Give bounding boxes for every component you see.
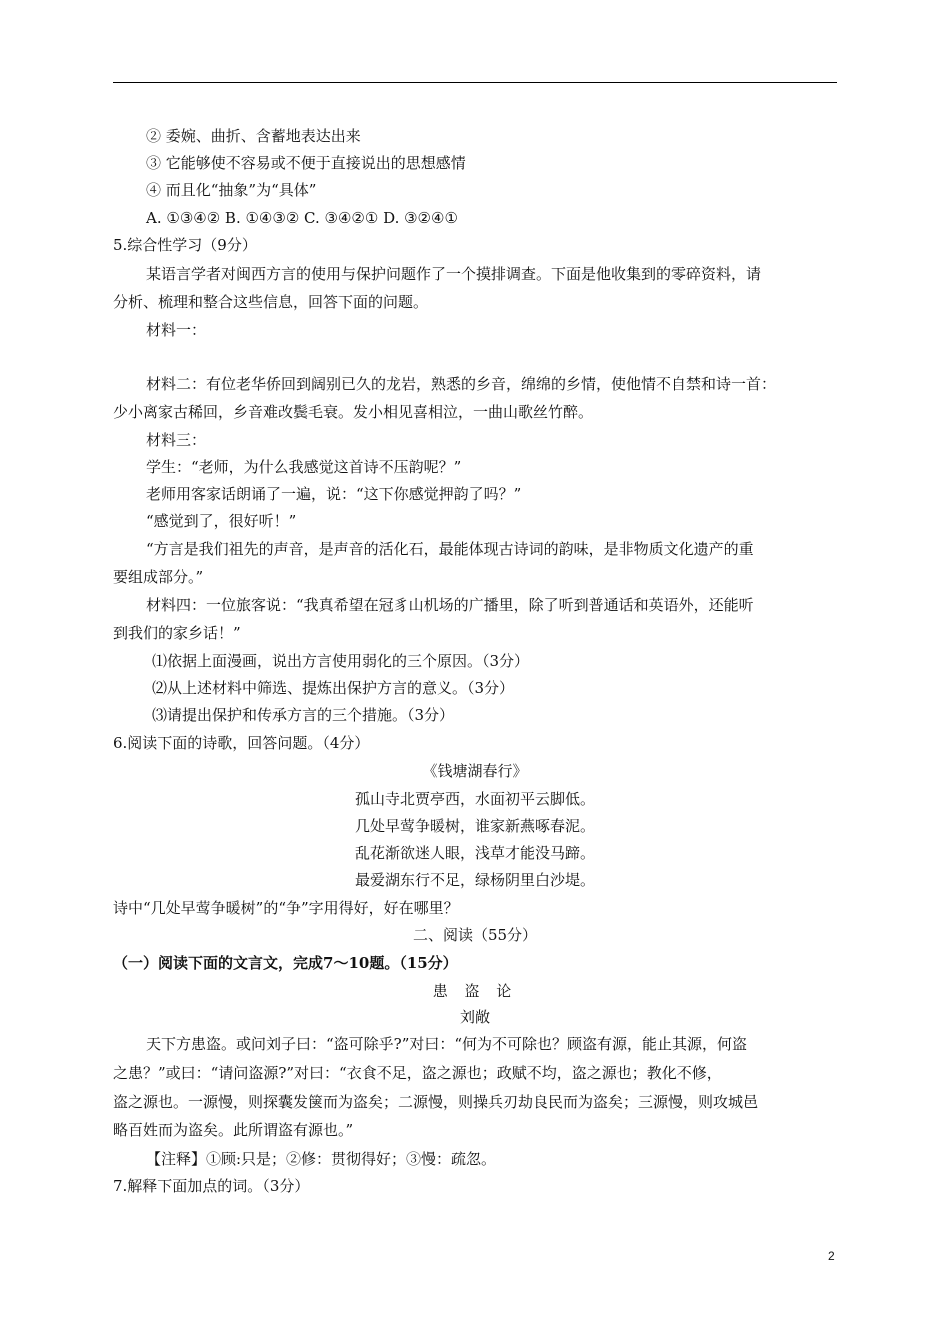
poem-line: 几处早莺争暖树，谁家新燕啄春泥。: [354, 817, 595, 835]
q5-subquestion: ⑴依据上面漫画，说出方言使用弱化的三个原因。（3分）: [152, 652, 530, 670]
passage-line: 之患？”或曰：“请问盗源?”对曰：“衣食不足，盗之源也；政赋不均，盗之源也；教化不修，: [113, 1064, 722, 1082]
q6-title: 6.阅读下面的诗歌，回答问题。（4分）: [113, 734, 370, 752]
header-rule: [113, 82, 837, 83]
material-3-line: 老师用客家话朗诵了一遍，说：“这下你感觉押韵了吗？”: [146, 485, 522, 503]
material-4-line: 到我们的家乡话！”: [113, 624, 241, 642]
q5-title: 5.综合性学习（9分）: [113, 236, 257, 254]
option-line: ② 委婉、曲折、含蓄地表达出来: [146, 127, 361, 145]
material-1-label: 材料一：: [146, 321, 207, 339]
option-line: ③ 它能够使不容易或不便于直接说出的思想感情: [146, 154, 466, 172]
material-3-line: “方言是我们祖先的声音，是声音的活化石，最能体现古诗词的韵味，是非物质文化遗产的重: [146, 540, 754, 558]
material-2-line: 少小离家古稀回，乡音难改鬓毛衰。发小相见喜相泣，一曲山歌丝竹醉。: [113, 403, 594, 421]
poem-line: 孤山寺北贾亭西，水面初平云脚低。: [354, 790, 595, 808]
passage-line: 盗之源也。一源慢，则探囊发箧而为盗矣；二源慢，则操兵刃劫良民而为盗矣；三源慢，则攻城邑: [113, 1093, 759, 1111]
poem-line: 乱花渐欲迷人眼，浅草才能没马蹄。: [354, 844, 595, 862]
page-number: 2: [828, 1249, 835, 1263]
section-title: 二、阅读（55分）: [412, 926, 538, 944]
material-2-line: 材料二：有位老华侨回到阔别已久的龙岩，熟悉的乡音，绵绵的乡情，使他情不自禁和诗一首：: [146, 375, 777, 393]
q5-subquestion: ⑵从上述材料中筛选、提炼出保护方言的意义。（3分）: [152, 679, 515, 697]
q7-title: 7.解释下面加点的词。（3分）: [113, 1177, 310, 1195]
material-3-line: 学生：“老师，为什么我感觉这首诗不压韵呢？”: [146, 458, 462, 476]
q5-intro-line: 分析、梳理和整合这些信息，回答下面的问题。: [113, 293, 429, 311]
material-3-line: “感觉到了，很好听！”: [146, 512, 297, 530]
essay-title: 患 盗 论: [432, 982, 518, 1000]
q5-intro-line: 某语言学者对闽西方言的使用与保护问题作了一个摸排调查。下面是他收集到的零碎资料，请: [146, 265, 762, 283]
annotation-note: 【注释】①顾:只是；②修：贯彻得好；③慢：疏忽。: [146, 1150, 497, 1168]
part-1-heading: （一）阅读下面的文言文，完成7～10题。（15分）: [113, 954, 458, 972]
answer-choices: A. ①③④② B. ①④③② C. ③④②① D. ③②④①: [146, 209, 458, 227]
passage-line: 天下方患盗。或问刘子曰：“盗可除乎?”对曰：“何为不可除也？顾盗有源，能止其源，何盗: [146, 1035, 748, 1053]
poem-line: 最爱湖东行不足，绿杨阴里白沙堤。: [354, 871, 595, 889]
option-line: ④ 而且化“抽象”为“具体”: [146, 181, 317, 199]
q5-subquestion: ⑶请提出保护和传承方言的三个措施。（3分）: [152, 706, 455, 724]
poem-title: 《钱塘湖春行》: [422, 762, 528, 780]
material-3-line: 要组成部分。”: [113, 568, 204, 586]
passage-line: 略百姓而为盗矣。此所谓盗有源也。”: [113, 1121, 354, 1139]
q6-question: 诗中“几处早莺争暖树”的“争”字用得好，好在哪里？: [113, 899, 459, 917]
material-4-line: 材料四：一位旅客说：“我真希望在冠豸山机场的广播里，除了听到普通话和英语外，还能听: [146, 596, 754, 614]
essay-author: 刘敞: [459, 1008, 490, 1026]
material-3-line: 材料三：: [146, 431, 207, 449]
